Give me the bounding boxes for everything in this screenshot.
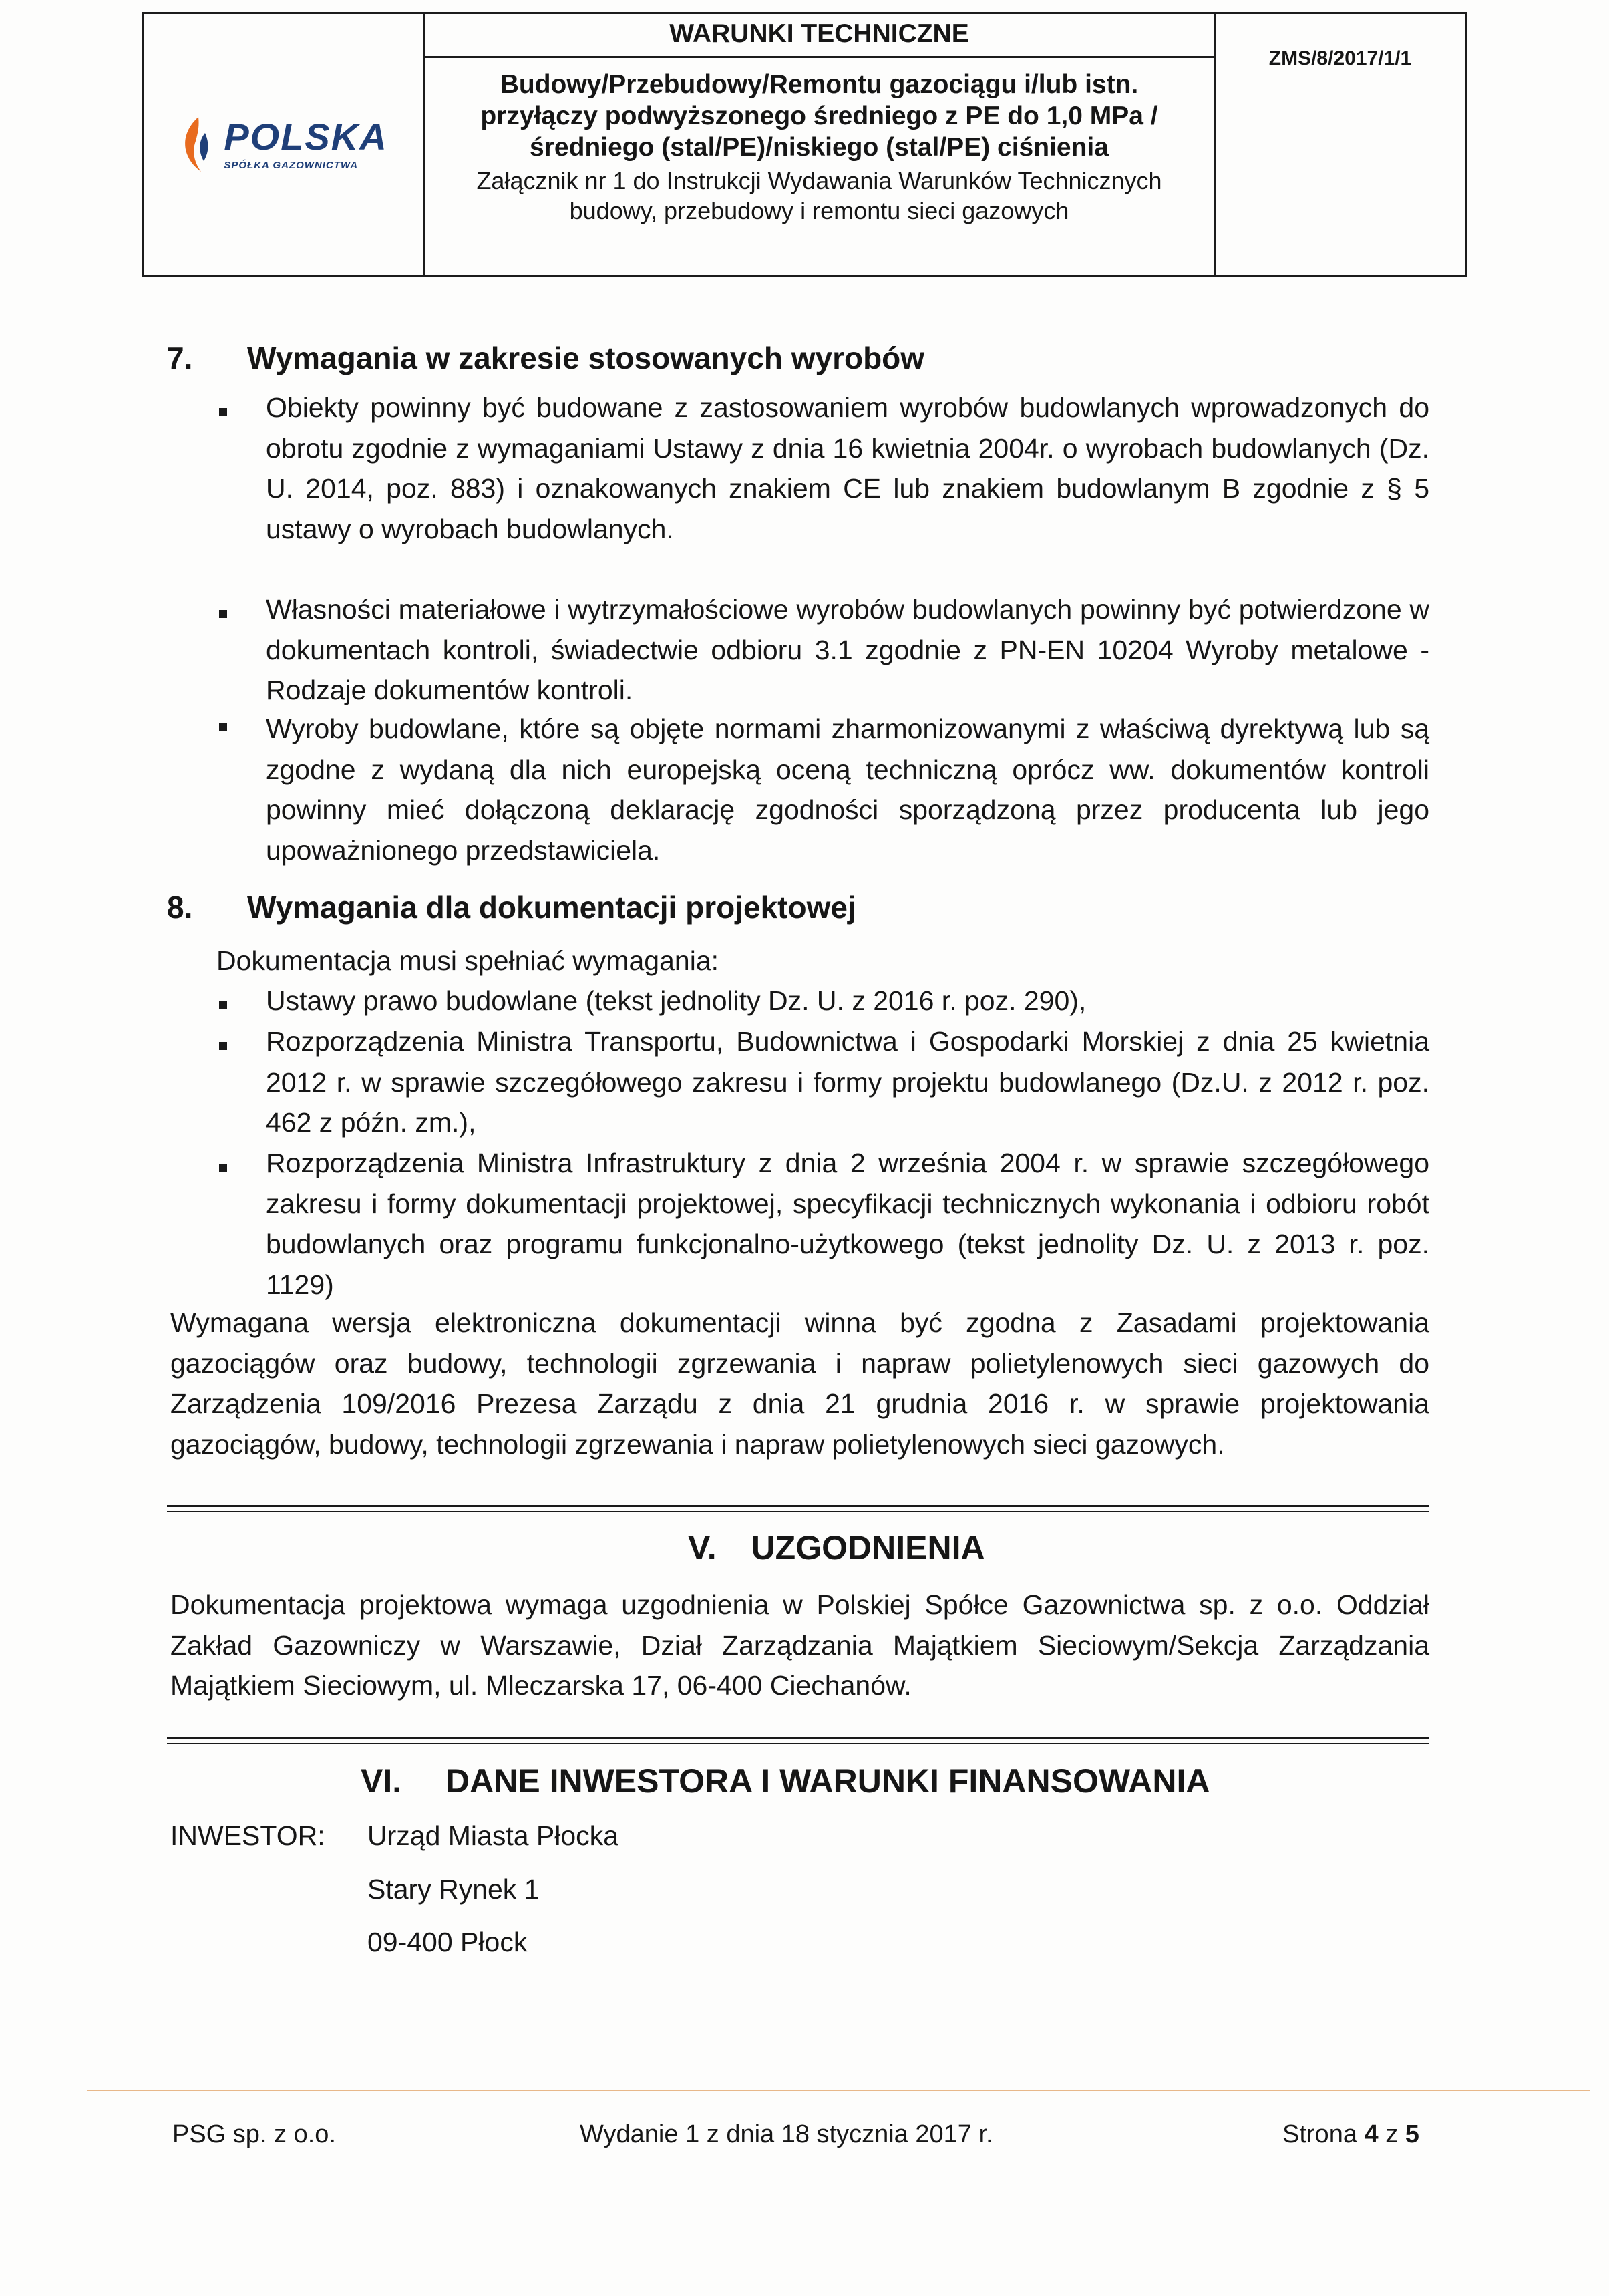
logo-subtitle: SPÓŁKA GAZOWNICTWA: [224, 159, 359, 171]
header-center: [425, 14, 1216, 275]
section-number: 7.: [167, 341, 193, 375]
divider: [167, 1743, 1429, 1744]
section-title: DANE INWESTORA I WARUNKI FINANSOWANIA: [445, 1762, 1210, 1800]
document-code: ZMS/8/2017/1/1: [1268, 47, 1412, 69]
section-number: VI.: [361, 1762, 402, 1800]
list-item: Własności materiałowe i wytrzymałościowe wyrobów budowlanych powinny być potwierdzone w dokumentach kontroli, świadectwie odbioru 3.1 zgodnie z PN-EN 10204 Wyroby metalowe - Rodzaje dokumentów kontroli.: [266, 594, 1429, 705]
document-header: [142, 12, 1467, 277]
bullet: [219, 723, 227, 731]
bullet: [219, 1164, 227, 1172]
bullet: [219, 408, 227, 416]
list-item: Rozporządzenia Ministra Infrastruktury z dnia 2 września 2004 r. w sprawie szczegółowego zakresu i formy dokumentacji projektowej, specyfikacji technicznych wykonania i odbioru robót budowlanych oraz programu funkcjonalno-użytkowego (tekst jednolity Dz. U. z 2013 r. poz. 1129): [266, 1148, 1429, 1300]
section-8-outro: Wymagana wersja elektroniczna dokumentacji winna być zgodna z Zasadami projektowania gazociągów oraz budowy, technologii zgrzewania i napraw polietylenowych sieci gazowych do Zarządzenia 109/2016 Prezesa Zarządu z dnia 21 grudnia 2016 r. w sprawie projektowania gazociągów, budowy, technologii zgrzewania i napraw polietylenowych sieci gazowych.: [170, 1307, 1429, 1460]
footer-page: [1282, 2118, 1419, 2151]
list-item: Wyroby budowlane, które są objęte normami zharmonizowanymi z właściwą dyrektywą lub są zgodne z wydaną dla nich europejską oceną techniczną oprócz ww. dokumentów kontroli powinny mieć dołączoną deklarację zgodności sporządzoną przez producenta lub jego upoważnionego przedstawiciela.: [266, 713, 1429, 866]
divider: [167, 1737, 1429, 1739]
company-logo: [144, 14, 425, 275]
page-label: Strona: [1282, 2120, 1357, 2148]
page-total: 5: [1405, 2120, 1419, 2148]
document-attachment: Załącznik nr 1 do Instrukcji Wydawania Warunków Technicznych budowy, przebudowy i remontu sieci gazowych: [476, 167, 1162, 224]
bullet: [219, 1001, 227, 1009]
divider: [167, 1505, 1429, 1507]
section-number: 8.: [167, 890, 193, 925]
document-title: WARUNKI TECHNICZNE: [425, 17, 1214, 58]
bullet: [219, 1042, 227, 1050]
document-description: Budowy/Przebudowy/Remontu gazociągu i/lub istn. przyłączy podwyższonego średniego z PE do 1,0 MPa /średniego (stal/PE)/niskiego (stal/PE) ciśnienia: [480, 70, 1158, 162]
divider: [167, 1511, 1429, 1512]
section-title: UZGODNIENIA: [751, 1529, 985, 1567]
page-current: 4: [1364, 2120, 1379, 2148]
investor-name: Urząd Miasta Płocka: [367, 1820, 618, 1851]
footer-edition: Wydanie 1 z dnia 18 stycznia 2017 r.: [580, 2120, 993, 2148]
section-title: Wymagania w zakresie stosowanych wyrobów: [247, 341, 925, 375]
section-8-intro: Dokumentacja musi spełniać wymagania:: [216, 945, 719, 976]
logo-name: POLSKA: [224, 115, 388, 158]
investor-label: INWESTOR:: [170, 1820, 325, 1851]
investor-city: 09-400 Płock: [367, 1927, 528, 1957]
section-title: Wymagania dla dokumentacji projektowej: [247, 890, 856, 925]
list-item: Rozporządzenia Ministra Transportu, Budownictwa i Gospodarki Morskiej z dnia 25 kwietnia 2012 r. w sprawie szczegółowego zakresu i formy projektu budowlanego (Dz.U. z 2012 r. poz. 462 z późn. zm.),: [266, 1026, 1429, 1138]
list-item: Obiekty powinny być budowane z zastosowaniem wyrobów budowlanych wprowadzonych do obrotu zgodnie z wymaganiami Ustawy z dnia 16 kwietnia 2004r. o wyrobach budowlanych (Dz. U. 2014, poz. 883) i oznakowanych znakiem CE lub znakiem budowlanym B zgodnie z § 5 ustawy o wyrobach budowlanych.: [266, 392, 1429, 544]
investor-street: Stary Rynek 1: [367, 1874, 540, 1905]
footer-divider: [87, 2090, 1590, 2091]
list-item: Ustawy prawo budowlane (tekst jednolity Dz. U. z 2016 r. poz. 290),: [266, 985, 1087, 1016]
section-V-heading: [688, 1528, 985, 1568]
section-V-text: Dokumentacja projektowa wymaga uzgodnienia w Polskiej Spółce Gazownictwa sp. z o.o. Oddział Zakład Gazowniczy w Warszawie, Dział Zarządzania Majątkiem Sieciowym/Sekcja Zarządzania Majątkiem Sieciowym, ul. Mleczarska 17, 06-400 Ciechanów.: [170, 1589, 1429, 1701]
bullet: [219, 610, 227, 618]
footer-company: PSG sp. z o.o.: [172, 2120, 336, 2148]
page-separator: z: [1385, 2120, 1399, 2148]
section-number: V.: [688, 1529, 717, 1567]
section-VI-heading: [361, 1761, 1210, 1801]
flame-icon: [178, 114, 214, 174]
